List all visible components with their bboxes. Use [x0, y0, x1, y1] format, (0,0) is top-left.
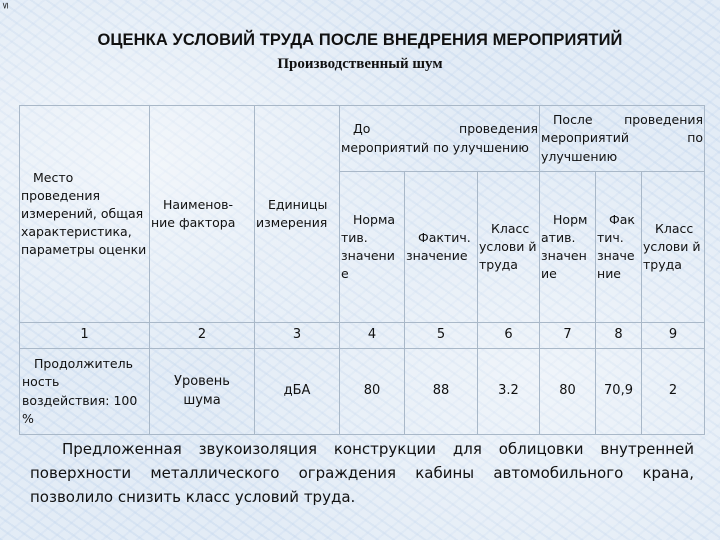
header-unit: Единицы измерения	[255, 106, 340, 323]
cell-after-actual: 70,9	[596, 349, 642, 435]
header-after-norm: Норм атив. значен ие	[540, 172, 596, 323]
header-before-actual: Фактич. значение	[405, 172, 478, 323]
header-before-norm: Норма тив. значени е	[340, 172, 405, 323]
cell-before-actual: 88	[405, 349, 478, 435]
column-number: 9	[642, 323, 705, 349]
cell-unit: дБА	[255, 349, 340, 435]
header-factor-name: Наименов-ние фактора	[150, 106, 255, 323]
cell-before-class: 3.2	[478, 349, 540, 435]
column-number: 4	[340, 323, 405, 349]
header-before-class: Класс услови й труда	[478, 172, 540, 323]
column-number: 1	[20, 323, 150, 349]
header-after-actual: Фак тич. значе ние	[596, 172, 642, 323]
cell-after-norm: 80	[540, 349, 596, 435]
table-row	[20, 349, 705, 435]
column-number: 5	[405, 323, 478, 349]
header-before-group: До проведения мероприятий по улучшению	[340, 106, 540, 172]
header-after-class: Класс услови й труда	[642, 172, 705, 323]
cell-factor-name: Уровень шума	[150, 349, 255, 435]
cell-place: Продолжитель ность воздействия: 100 %	[20, 349, 150, 435]
column-number: 3	[255, 323, 340, 349]
header-after-group: После проведения мероприятий по улучшению	[540, 106, 705, 172]
page-title: ОЦЕНКА УСЛОВИЙ ТРУДА ПОСЛЕ ВНЕДРЕНИЯ МЕРОПРИЯТИЙ	[97, 31, 623, 49]
conclusion-paragraph: Предложенная звукоизоляция конструкции для облицовки внутренней поверхности металлического ограждения кабины автомобильного крана, позволило снизить класс условий труда.	[30, 440, 694, 506]
header-place: Место проведения измерений, общая характеристика, параметры оценки	[20, 106, 150, 323]
column-number-row	[20, 323, 705, 349]
cell-after-class: 2	[642, 349, 705, 435]
column-number: 7	[540, 323, 596, 349]
cell-before-norm: 80	[340, 349, 405, 435]
column-number: 2	[150, 323, 255, 349]
page-subtitle: Производственный шум	[277, 56, 443, 72]
column-number: 6	[478, 323, 540, 349]
corner-mark: ≤	[1, 2, 11, 10]
column-number: 8	[596, 323, 642, 349]
assessment-table	[19, 105, 705, 435]
